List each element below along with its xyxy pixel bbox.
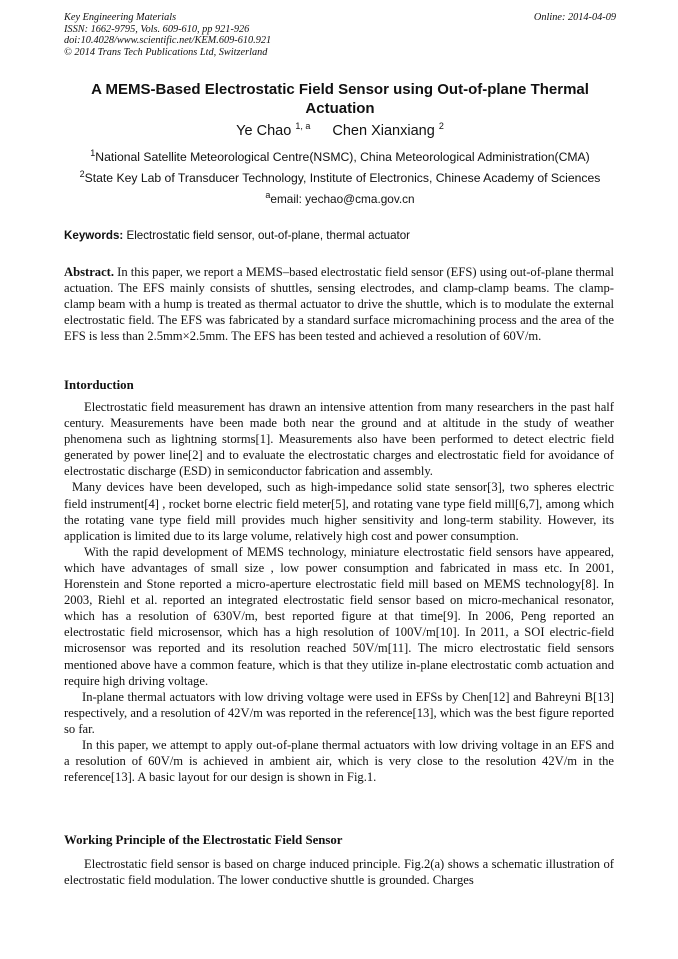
- introduction-body: [64, 399, 614, 785]
- author-superscript: 1, a: [295, 121, 311, 132]
- journal-copyright: © 2014 Trans Tech Publications Ltd, Switzerland: [64, 46, 268, 58]
- paragraph: With the rapid development of MEMS technology, miniature electrostatic field sensors have appeared, which have advantages of small size , low power consumption and fabricated in mass etc. In 2001, Horenstein and Stone reported a micro-aperture electrostatic field mill based on MEMS technology[8]. In 2003, Riehl et al. reported an integrated electrostatic field sensor based on micro-mechanical resonator, which has a resolution of 630V/m, best reported figure at that time[9]. In 2006, Peng reported an electrostatic field microsensor, which has a high resolution of 100V/m[10]. In 2011, a SOI electric-field microsensor was reported and its resolution reached 50V/m[11]. The micro electrostatic field sensors mentioned above have a common feature, which is that they utilize in-plane electrostatic comb actuation and require high driving voltage.: [64, 544, 614, 688]
- journal-header: [64, 12, 616, 58]
- author-name: Ye Chao: [236, 123, 292, 139]
- email-text[interactable]: email: yechao@cma.gov.cn: [270, 192, 415, 206]
- paper-title: A MEMS-Based Electrostatic Field Sensor using Out-of-plane Thermal Actuation: [91, 81, 589, 117]
- email-line: [64, 192, 616, 207]
- affiliation-2: [64, 168, 616, 186]
- online-date: Online: 2014-04-09: [533, 12, 616, 23]
- paragraph: Many devices have been developed, such as high-impedance solid state sensor[3], two spheres electric field instrument[4] , rocket borne electric field meter[5], and rotating vane type field mill[6,7], among which the rotating vane type field mill provides much higher sensitivity and long-term stability. However, its application is limited due to its large volume, relatively high cost and power consumption.: [64, 480, 614, 543]
- journal-doi[interactable]: doi:10.4028/www.scientific.net/KEM.609-610.921: [64, 35, 272, 47]
- abstract: [64, 264, 614, 344]
- email-superscript: a: [265, 190, 271, 201]
- author-superscript: 2: [438, 121, 444, 132]
- keywords-text: Electrostatic field sensor, out-of-plane, thermal actuator: [123, 229, 411, 242]
- affiliation-superscript: 2: [79, 168, 85, 179]
- journal-name: Key Engineering Materials: [64, 12, 177, 23]
- author-line: [64, 122, 616, 140]
- affiliation-text: National Satellite Meteorological Centre(NSMC), China Meteorological Administration(CMA): [95, 150, 590, 164]
- working-principle-body: [64, 856, 614, 888]
- affiliation-text: State Key Lab of Transducer Technology, Institute of Electronics, Chinese Academy of Sciences: [84, 171, 601, 185]
- keywords: [64, 228, 616, 243]
- journal-issn: ISSN: 1662-9795, Vols. 609-610, pp 921-926: [64, 23, 250, 35]
- paragraph: Electrostatic field measurement has drawn an intensive attention from many researchers in the past half century. Measurements have been made both near the ground and at altitude in the study of weather phenomena such as lightning storms[1]. Measurements also have been performed to detect electric field generated by power line[2] and to evaluate the electrostatic charges and electrostatic field for avoidance of electrostatic discharge (ESD) in semiconductor fabrication and assembly.: [64, 400, 614, 479]
- paragraph: In this paper, we attempt to apply out-of-plane thermal actuators with low driving voltage in an EFS and a resolution of 60V/m is achieved in ambient air, which is very close to the resolution 42V/m in the reference[13]. A basic layout for our design is shown in Fig.1.: [64, 737, 614, 785]
- paragraph: In-plane thermal actuators with low driving voltage were used in EFSs by Chen[12] and Bahreyni B[13] respectively, and a resolution of 42V/m was reported in the reference[13], which was the best figure reported so far.: [64, 689, 614, 736]
- affiliation-superscript: 1: [90, 147, 96, 158]
- paragraph: Electrostatic field sensor is based on charge induced principle. Fig.2(a) shows a schematic illustration of electrostatic field modulation. The lower conductive shuttle is grounded. Charges: [64, 857, 614, 888]
- section-heading-working-principle: Working Principle of the Electrostatic Field Sensor: [64, 833, 343, 847]
- abstract-label: Abstract.: [64, 265, 115, 279]
- keywords-label: Keywords:: [64, 229, 124, 242]
- affiliation-1: [64, 147, 616, 165]
- abstract-text: In this paper, we report a MEMS–based electrostatic field sensor (EFS) using out-of-plane thermal actuation. The EFS mainly consists of shuttles, sensing electrodes, and clamp-clamp beams. The clamp-clamp beam with a hump is treated as thermal actuator to drive the shuttle, which is to modulate the external electrostatic field. The EFS was fabricated by a standard surface micromachining process and the area of the EFS is less than 2.5mm×2.5mm. The EFS has been tested and achieved a resolution of 60V/m.: [64, 265, 614, 344]
- author-name: Chen Xianxiang: [332, 123, 435, 139]
- section-heading-introduction: Intorduction: [64, 378, 134, 392]
